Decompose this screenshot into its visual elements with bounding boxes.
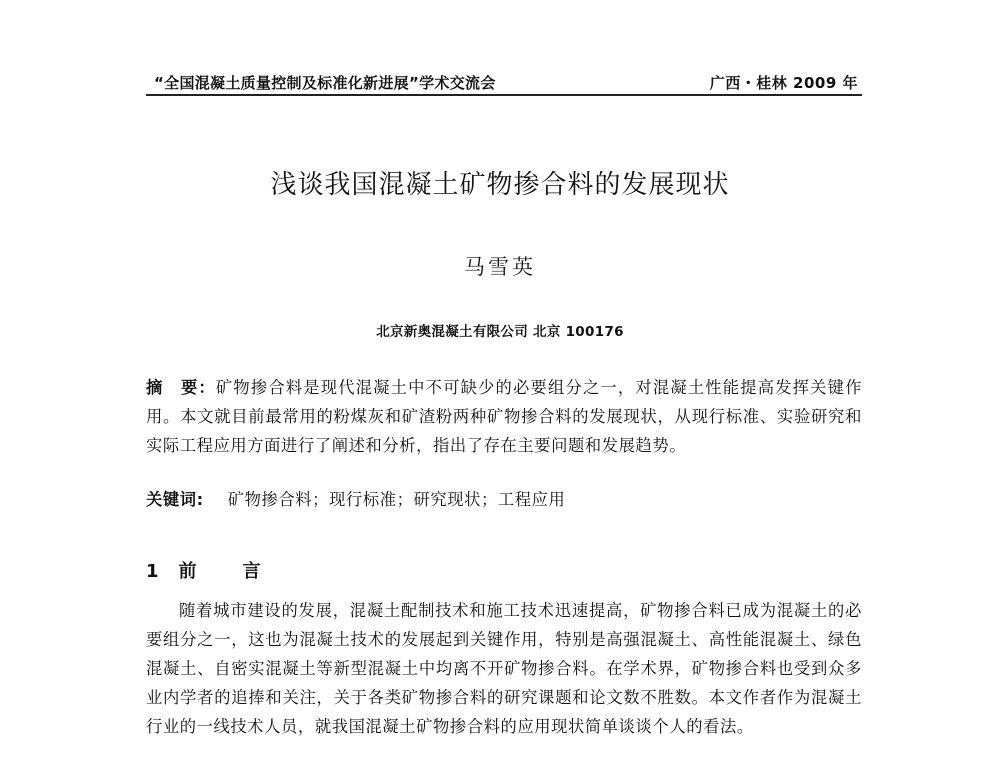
abstract <box>146 373 862 460</box>
running-header <box>146 68 862 96</box>
introduction-paragraph: 随着城市建设的发展，混凝土配制技术和施工技术迅速提高，矿物掺合料已成为混凝土的必要组分之一，这也为混凝土技术的发展起到关键作用，特别是高强混凝土、高性能混凝土、绿色混凝土、自密实混凝土等新型混凝土中均离不开矿物掺合料。在学术界，矿物掺合料也受到众多业内学者的追捧和关注，关于各类矿物掺合料的研究课题和论文数不胜数。本文作者作为混凝土行业的一线技术人员，就我国混凝土矿物掺合料的应用现状简单谈谈个人的看法。 <box>146 601 862 736</box>
abstract-label: 摘 要： <box>146 378 216 397</box>
abstract-text: 矿物掺合料是现代混凝土中不可缺少的必要组分之一，对混凝土性能提高发挥关键作用。本文就目前最常用的粉煤灰和矿渣粉两种矿物掺合料的发展现状，从现行标准、实验研究和实际工程应用方面进行了阐述和分析，指出了存在主要问题和发展趋势。 <box>146 378 862 455</box>
section-number: 1 <box>146 561 159 582</box>
author-affiliation: 北京新奥混凝土有限公司 北京 100176 <box>376 324 624 340</box>
section-title-part2: 言 <box>242 561 261 582</box>
section-heading-introduction <box>146 557 261 583</box>
keywords-text: 矿物掺合料；现行标准；研究现状；工程应用 <box>227 490 566 509</box>
location-date: 广西・桂林 2009 年 <box>709 74 858 92</box>
paper-title: 浅谈我国混凝土矿物掺合料的发展现状 <box>270 170 730 200</box>
keywords-label: 关键词: <box>146 490 204 509</box>
section-title-part1: 前 <box>178 561 197 582</box>
conference-name: “全国混凝土质量控制及标准化新进展”学术交流会 <box>154 74 496 92</box>
keywords <box>146 485 862 514</box>
author-name: 马雪英 <box>464 255 536 279</box>
header-rule <box>146 94 862 96</box>
